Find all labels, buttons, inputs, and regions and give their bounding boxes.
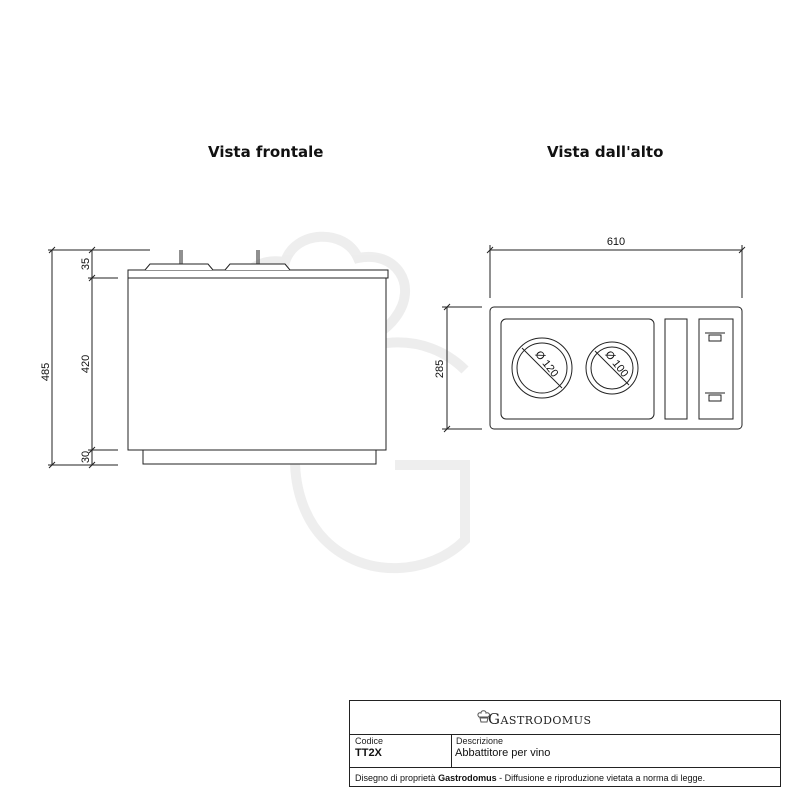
- dim-base: 30: [80, 450, 92, 464]
- front-top-surface: [128, 270, 388, 278]
- top-control-panel: [699, 319, 733, 419]
- dim-depth: 285: [434, 359, 446, 379]
- code-cell: [350, 734, 452, 767]
- copyright-notice: [355, 773, 705, 783]
- title-block-brand-row: [350, 701, 780, 735]
- brand-logo: [488, 710, 592, 728]
- dim-body: 420: [80, 354, 92, 374]
- title-block-info-row: [350, 734, 780, 768]
- code-caption: Codice: [355, 736, 384, 746]
- dim-total-height: 485: [40, 362, 52, 382]
- top-basin: [501, 319, 654, 419]
- dim-width: 610: [606, 236, 626, 248]
- hole-small-label: Ø 100: [602, 348, 631, 380]
- copyright-brand: Gastrodomus: [438, 773, 497, 783]
- front-knob-right: [225, 264, 290, 270]
- copyright-suffix: - Diffusione e riproduzione vietata a norma di legge.: [499, 773, 706, 783]
- brand-name: Gastrodomus: [488, 710, 592, 728]
- description-caption: Descrizione: [456, 736, 504, 746]
- front-body: [128, 278, 386, 450]
- dim-top-part: 35: [80, 257, 92, 271]
- front-knob-left: [145, 264, 213, 270]
- front-view-title: Vista frontale: [208, 143, 324, 161]
- top-view-title: Vista dall'alto: [547, 143, 664, 161]
- code-value: TT2X: [355, 747, 382, 759]
- description-cell: [451, 734, 780, 767]
- hole-large-label: Ø 120: [532, 348, 561, 380]
- copyright-prefix: Disegno di proprietà: [355, 773, 436, 783]
- top-view: [442, 245, 745, 432]
- description-value: Abbattitore per vino: [455, 747, 551, 759]
- chef-hat-icon: [476, 708, 492, 724]
- front-base: [143, 450, 376, 464]
- front-view: [48, 247, 388, 468]
- top-strip: [665, 319, 687, 419]
- title-block: [349, 700, 781, 787]
